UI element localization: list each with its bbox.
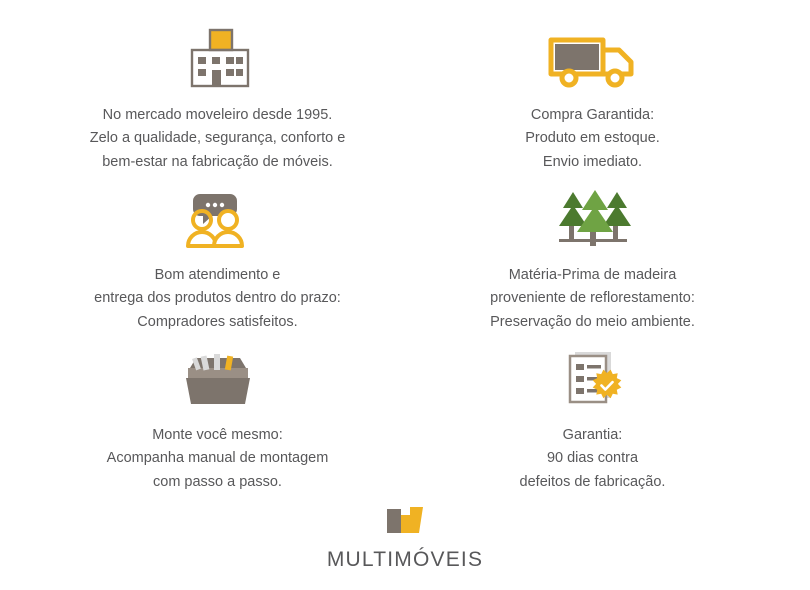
benefit-line: Envio imediato.	[542, 153, 643, 170]
benefit-item-3	[30, 176, 405, 336]
benefit-text-3	[94, 264, 341, 334]
people-chat-icon	[166, 180, 270, 252]
benefit-line: Matéria-Prima de madeira	[508, 267, 677, 283]
benefit-line: entrega dos produtos dentro do prazo:	[94, 290, 341, 307]
benefit-item-4	[405, 176, 780, 336]
brand-name: MULTIMÓVEIS	[326, 548, 484, 571]
benefit-item-2	[405, 16, 780, 176]
benefit-item-6	[405, 336, 780, 496]
benefit-line: Zelo a qualidade, segurança, conforto e	[89, 130, 346, 147]
benefit-line: Preservação do meio ambiente.	[490, 313, 695, 330]
benefits-grid	[30, 16, 780, 496]
benefit-text-4	[490, 264, 695, 334]
footer	[0, 505, 810, 572]
benefit-line: Monte você mesmo:	[152, 427, 283, 443]
benefit-line: Compradores satisfeitos.	[137, 313, 298, 330]
benefit-line: Compra Garantida:	[530, 107, 655, 123]
benefit-line: Bom atendimento e	[154, 267, 281, 283]
benefit-text-5	[107, 424, 329, 494]
benefit-text-6	[520, 424, 666, 494]
delivery-truck-icon	[541, 20, 645, 92]
benefit-text-1	[90, 104, 346, 174]
toolbox-icon	[166, 340, 270, 412]
benefit-line: Garantia:	[562, 427, 623, 443]
benefit-line: proveniente de reflorestamento:	[490, 290, 695, 307]
pine-trees-icon	[541, 180, 645, 252]
benefit-line: defeitos de fabricação.	[519, 473, 666, 490]
factory-building-icon	[172, 20, 264, 92]
benefit-line: No mercado moveleiro desde 1995.	[102, 107, 333, 123]
benefit-line: com passo a passo.	[153, 473, 282, 490]
benefit-line: Produto em estoque.	[525, 130, 660, 147]
certificate-document-icon	[541, 340, 645, 412]
benefit-item-1	[30, 16, 405, 176]
multimoveis-logo-icon	[383, 505, 427, 542]
benefit-line: bem-estar na fabricação de móveis.	[102, 153, 333, 170]
benefit-line: Acompanha manual de montagem	[106, 450, 329, 467]
benefit-text-2	[525, 104, 660, 174]
benefit-item-5	[30, 336, 405, 496]
benefit-line: 90 dias contra	[546, 450, 639, 467]
